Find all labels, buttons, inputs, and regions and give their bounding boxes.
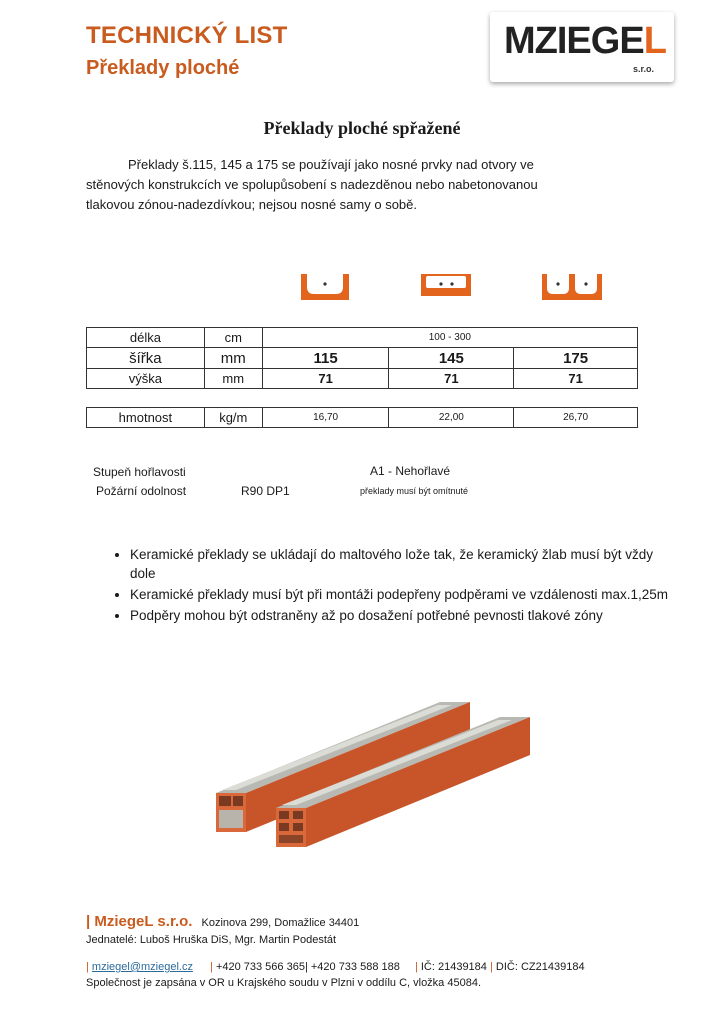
list-item: • Keramické překlady se ukládají do maltového lože tak, že keramický žlab musí být vždy dole [130,545,675,583]
fire-class-label: Stupeň hořlavosti [93,465,186,479]
table-row [87,328,638,348]
logo-sro: s.r.o. [632,64,654,74]
height-value: 71 [514,369,638,389]
width-value: 145 [389,348,514,369]
footer-ic: IČ: 21439184 [420,961,487,973]
row-unit: mm [204,348,262,369]
footer-address: Kozinova 299, Domažlice 34401 [201,917,360,929]
row-label: délka [87,328,205,348]
footer-register: Společnost je zapsána v OR u Krajského soudu v Plzni v oddílu C, vložka 45084. [86,977,482,989]
weight-value: 16,70 [262,408,389,428]
length-range: 100 - 300 [262,328,637,348]
list-item: • Keramické překlady musí být při montáži podepřeny podpěrami ve vzdálenosti max.1,25m [130,585,675,604]
row-unit: mm [204,369,262,389]
list-item: • Podpěry mohou být odstraněny až po dosažení potřebné pevnosti tlakové zóny [130,606,675,625]
height-value: 71 [389,369,514,389]
profile-115-icon [300,272,350,302]
row-label: hmotnost [87,408,205,428]
company-logo [490,12,674,82]
fire-resistance-label: Požární odolnost [96,484,187,498]
table-row [87,348,638,369]
intro-paragraph: Překlady š.115, 145 a 175 se používají jako nosné prvky nad otvory ve stěnových konstrukcích ve spolupůsobení s nadezděnou nebo nabetonovanou tlakovou zónou-nadezdívkou; nejsou nosné samy o sobě. [86,157,538,212]
row-label: výška [87,369,205,389]
footer-contact-line: | mziegel@mziegel.cz | +420 733 566 365| +420 733 588 188 | IČ: 21439184 | DIČ: CZ21439184 [86,961,585,973]
footer-dic: DIČ: CZ21439184 [495,961,585,973]
profile-175-icon [541,272,603,302]
height-value: 71 [262,369,389,389]
fire-class-value: A1 - Nehořlavé [370,464,451,478]
logo-wordmark: MZIEGEL [504,20,666,62]
table-row [87,408,638,428]
weight-table [86,407,638,428]
lintel-product-image [200,690,540,850]
dimensions-table [86,327,638,389]
footer-company-name: | MziegeL s.r.o. [86,913,193,930]
row-unit: cm [204,328,262,348]
fire-note: překlady musí být omítnuté [360,486,469,496]
page-subtitle: Překlady ploché [86,57,240,79]
section-heading: Překlady ploché spřažené [263,118,461,138]
width-value: 175 [514,348,638,369]
fire-resistance-value: R90 DP1 [241,484,290,498]
weight-value: 26,70 [514,408,638,428]
page-title: TECHNICKÝ LIST [86,22,288,49]
table-row [87,369,638,389]
profile-145-icon [420,273,472,297]
weight-value: 22,00 [389,408,514,428]
row-label: šířka [87,348,205,369]
footer-email-link[interactable]: mziegel@mziegel.cz [91,961,193,973]
instruction-list [106,545,675,627]
width-value: 115 [262,348,389,369]
row-unit: kg/m [204,408,262,428]
footer-managers: Jednatelé: Luboš Hruška DiS, Mgr. Martin Podestát [86,934,337,946]
footer-phones: +420 733 566 365| +420 733 588 188 [215,961,400,973]
footer-company-line [86,913,359,930]
